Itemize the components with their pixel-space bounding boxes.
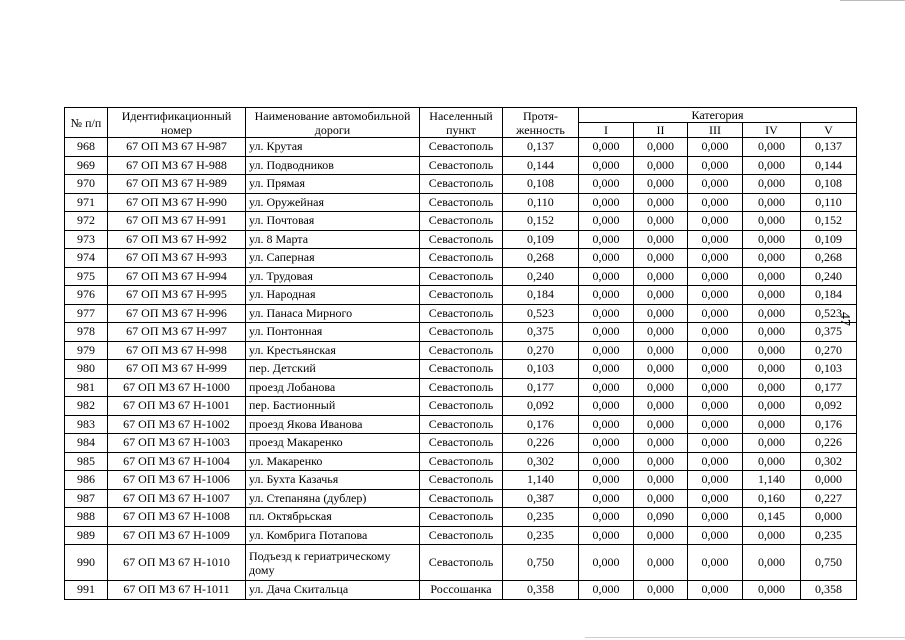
cell-length: 1,140 [503, 471, 579, 490]
cell-cat-4: 0,000 [743, 175, 801, 194]
cell-name: ул. Панаса Мирного [246, 304, 420, 323]
table-row [65, 545, 857, 581]
cell-place: Севастополь [420, 415, 503, 434]
cell-place: Севастополь [420, 286, 503, 305]
cell-cat-4: 0,000 [743, 452, 801, 471]
cell-id: 67 ОП МЗ 67 Н-1011 [108, 581, 246, 600]
cell-cat-2: 0,000 [634, 304, 688, 323]
cell-id: 67 ОП МЗ 67 Н-987 [108, 138, 246, 157]
top-edge-line [840, 0, 905, 1]
cell-num: 971 [65, 193, 108, 212]
cell-name: ул. Саперная [246, 249, 420, 268]
cell-name: ул. 8 Марта [246, 230, 420, 249]
cell-cat-3: 0,000 [688, 286, 743, 305]
cell-length: 0,184 [503, 286, 579, 305]
cell-length: 0,110 [503, 193, 579, 212]
cell-name: пер. Детский [246, 360, 420, 379]
cell-place: Севастополь [420, 304, 503, 323]
cell-length: 0,152 [503, 212, 579, 231]
header-category: Категория [579, 108, 857, 123]
cell-cat-1: 0,000 [579, 489, 634, 508]
cell-cat-4: 0,000 [743, 230, 801, 249]
cell-cat-3: 0,000 [688, 360, 743, 379]
cell-cat-5: 0,092 [801, 397, 857, 416]
cell-num: 969 [65, 156, 108, 175]
cell-cat-2: 0,000 [634, 378, 688, 397]
cell-length: 0,387 [503, 489, 579, 508]
cell-id: 67 ОП МЗ 67 Н-999 [108, 360, 246, 379]
cell-num: 989 [65, 526, 108, 545]
table-row [65, 304, 857, 323]
header-place: Населенный пункт [420, 108, 503, 138]
cell-cat-3: 0,000 [688, 249, 743, 268]
cell-place: Севастополь [420, 323, 503, 342]
cell-num: 976 [65, 286, 108, 305]
cell-cat-5: 0,177 [801, 378, 857, 397]
cell-cat-3: 0,000 [688, 267, 743, 286]
cell-cat-3: 0,000 [688, 156, 743, 175]
cell-cat-3: 0,000 [688, 471, 743, 490]
cell-cat-1: 0,000 [579, 286, 634, 305]
cell-id: 67 ОП МЗ 67 Н-989 [108, 175, 246, 194]
cell-cat-2: 0,000 [634, 156, 688, 175]
cell-id: 67 ОП МЗ 67 Н-1006 [108, 471, 246, 490]
cell-cat-4: 0,000 [743, 138, 801, 157]
cell-length: 0,302 [503, 452, 579, 471]
cell-num: 977 [65, 304, 108, 323]
cell-cat-5: 0,000 [801, 508, 857, 527]
cell-cat-5: 0,302 [801, 452, 857, 471]
cell-cat-2: 0,000 [634, 581, 688, 600]
cell-id: 67 ОП МЗ 67 Н-1009 [108, 526, 246, 545]
cell-cat-5: 0,270 [801, 341, 857, 360]
cell-cat-5: 0,110 [801, 193, 857, 212]
cell-cat-5: 0,109 [801, 230, 857, 249]
cell-length: 0,108 [503, 175, 579, 194]
cell-name: ул. Почтовая [246, 212, 420, 231]
table-row [65, 397, 857, 416]
cell-cat-2: 0,000 [634, 545, 688, 581]
cell-cat-5: 0,235 [801, 526, 857, 545]
cell-num: 978 [65, 323, 108, 342]
cell-name: ул. Крестьянская [246, 341, 420, 360]
cell-num: 974 [65, 249, 108, 268]
cell-cat-4: 0,000 [743, 434, 801, 453]
cell-id: 67 ОП МЗ 67 Н-1004 [108, 452, 246, 471]
cell-cat-3: 0,000 [688, 415, 743, 434]
cell-name: ул. Прямая [246, 175, 420, 194]
table-row [65, 138, 857, 157]
cell-num: 988 [65, 508, 108, 527]
cell-cat-3: 0,000 [688, 434, 743, 453]
cell-num: 990 [65, 545, 108, 581]
table-row [65, 156, 857, 175]
cell-cat-1: 0,000 [579, 508, 634, 527]
cell-cat-2: 0,000 [634, 138, 688, 157]
table-row [65, 249, 857, 268]
cell-cat-3: 0,000 [688, 508, 743, 527]
cell-cat-4: 0,000 [743, 397, 801, 416]
cell-cat-1: 0,000 [579, 397, 634, 416]
cell-cat-1: 0,000 [579, 230, 634, 249]
cell-cat-4: 0,000 [743, 415, 801, 434]
cell-cat-1: 0,000 [579, 267, 634, 286]
cell-cat-2: 0,000 [634, 286, 688, 305]
cell-id: 67 ОП МЗ 67 Н-1000 [108, 378, 246, 397]
cell-name: ул. Оружейная [246, 193, 420, 212]
cell-place: Севастополь [420, 508, 503, 527]
cell-name: пл. Октябрьская [246, 508, 420, 527]
cell-cat-4: 0,000 [743, 323, 801, 342]
cell-length: 0,270 [503, 341, 579, 360]
cell-id: 67 ОП МЗ 67 Н-998 [108, 341, 246, 360]
cell-cat-2: 0,000 [634, 323, 688, 342]
cell-place: Севастополь [420, 230, 503, 249]
cell-num: 982 [65, 397, 108, 416]
cell-num: 972 [65, 212, 108, 231]
cell-cat-5: 0,240 [801, 267, 857, 286]
cell-cat-3: 0,000 [688, 138, 743, 157]
cell-name: проезд Якова Иванова [246, 415, 420, 434]
cell-cat-4: 0,000 [743, 267, 801, 286]
cell-cat-3: 0,000 [688, 212, 743, 231]
cell-name: ул. Понтонная [246, 323, 420, 342]
cell-cat-2: 0,000 [634, 489, 688, 508]
cell-cat-5: 0,176 [801, 415, 857, 434]
cell-place: Севастополь [420, 378, 503, 397]
cell-num: 975 [65, 267, 108, 286]
cell-num: 991 [65, 581, 108, 600]
cell-length: 0,750 [503, 545, 579, 581]
cell-cat-3: 0,000 [688, 397, 743, 416]
table-body [65, 138, 857, 600]
cell-place: Севастополь [420, 452, 503, 471]
cell-cat-2: 0,000 [634, 360, 688, 379]
table-row [65, 378, 857, 397]
table-row [65, 581, 857, 600]
cell-cat-1: 0,000 [579, 360, 634, 379]
cell-id: 67 ОП МЗ 67 Н-997 [108, 323, 246, 342]
cell-cat-5: 0,268 [801, 249, 857, 268]
header-cat-3: III [688, 123, 743, 138]
cell-length: 0,375 [503, 323, 579, 342]
cell-cat-5: 0,103 [801, 360, 857, 379]
cell-length: 0,144 [503, 156, 579, 175]
page-number: 47 [837, 312, 852, 326]
cell-place: Севастополь [420, 434, 503, 453]
cell-cat-3: 0,000 [688, 230, 743, 249]
cell-num: 968 [65, 138, 108, 157]
header-cat-4: IV [743, 123, 801, 138]
table-row [65, 489, 857, 508]
cell-cat-2: 0,000 [634, 526, 688, 545]
cell-id: 67 ОП МЗ 67 Н-993 [108, 249, 246, 268]
cell-place: Севастополь [420, 212, 503, 231]
cell-place: Севастополь [420, 138, 503, 157]
cell-num: 983 [65, 415, 108, 434]
cell-cat-5: 0,144 [801, 156, 857, 175]
cell-cat-1: 0,000 [579, 304, 634, 323]
cell-length: 0,177 [503, 378, 579, 397]
cell-cat-2: 0,000 [634, 341, 688, 360]
cell-id: 67 ОП МЗ 67 Н-1010 [108, 545, 246, 581]
table-row [65, 526, 857, 545]
cell-cat-1: 0,000 [579, 156, 634, 175]
cell-id: 67 ОП МЗ 67 Н-1008 [108, 508, 246, 527]
cell-cat-1: 0,000 [579, 138, 634, 157]
cell-cat-5: 0,152 [801, 212, 857, 231]
table-row [65, 508, 857, 527]
cell-cat-5: 0,750 [801, 545, 857, 581]
cell-name: Подъезд к гериатрическому дому [246, 545, 420, 581]
cell-name: пер. Бастионный [246, 397, 420, 416]
cell-cat-3: 0,000 [688, 526, 743, 545]
table-header [65, 108, 857, 138]
cell-place: Севастополь [420, 526, 503, 545]
cell-cat-5: 0,184 [801, 286, 857, 305]
cell-cat-5: 0,000 [801, 471, 857, 490]
cell-length: 0,103 [503, 360, 579, 379]
cell-cat-5: 0,523 [801, 304, 857, 323]
cell-length: 0,092 [503, 397, 579, 416]
cell-place: Севастополь [420, 175, 503, 194]
cell-cat-4: 0,000 [743, 249, 801, 268]
cell-name: проезд Лобанова [246, 378, 420, 397]
cell-id: 67 ОП МЗ 67 Н-1007 [108, 489, 246, 508]
cell-cat-1: 0,000 [579, 545, 634, 581]
cell-cat-2: 0,000 [634, 249, 688, 268]
cell-place: Севастополь [420, 545, 503, 581]
cell-cat-2: 0,000 [634, 415, 688, 434]
bottom-edge-line [585, 637, 905, 638]
cell-cat-3: 0,000 [688, 581, 743, 600]
cell-cat-1: 0,000 [579, 378, 634, 397]
table-row [65, 286, 857, 305]
cell-cat-1: 0,000 [579, 434, 634, 453]
cell-cat-3: 0,000 [688, 323, 743, 342]
cell-length: 0,240 [503, 267, 579, 286]
cell-cat-4: 0,000 [743, 581, 801, 600]
header-name: Наименование автомобильной дороги [246, 108, 420, 138]
cell-id: 67 ОП МЗ 67 Н-988 [108, 156, 246, 175]
table-row [65, 212, 857, 231]
table-row [65, 434, 857, 453]
cell-cat-2: 0,000 [634, 230, 688, 249]
cell-cat-3: 0,000 [688, 489, 743, 508]
table-row [65, 175, 857, 194]
cell-length: 0,226 [503, 434, 579, 453]
cell-place: Севастополь [420, 360, 503, 379]
cell-cat-2: 0,000 [634, 397, 688, 416]
cell-name: ул. Трудовая [246, 267, 420, 286]
cell-name: ул. Дача Скитальца [246, 581, 420, 600]
header-num: № п/п [65, 108, 108, 138]
header-cat-2: II [634, 123, 688, 138]
cell-length: 0,523 [503, 304, 579, 323]
cell-length: 0,137 [503, 138, 579, 157]
cell-cat-3: 0,000 [688, 452, 743, 471]
cell-id: 67 ОП МЗ 67 Н-990 [108, 193, 246, 212]
cell-cat-5: 0,137 [801, 138, 857, 157]
cell-cat-4: 0,000 [743, 193, 801, 212]
cell-cat-1: 0,000 [579, 415, 634, 434]
cell-cat-3: 0,000 [688, 545, 743, 581]
header-cat-5: V [801, 123, 857, 138]
table-row [65, 360, 857, 379]
cell-cat-4: 0,000 [743, 526, 801, 545]
cell-id: 67 ОП МЗ 67 Н-992 [108, 230, 246, 249]
cell-cat-3: 0,000 [688, 193, 743, 212]
header-id: Идентификационный номер [108, 108, 246, 138]
cell-num: 980 [65, 360, 108, 379]
cell-cat-3: 0,000 [688, 175, 743, 194]
cell-cat-1: 0,000 [579, 581, 634, 600]
cell-id: 67 ОП МЗ 67 Н-1001 [108, 397, 246, 416]
cell-length: 0,176 [503, 415, 579, 434]
cell-cat-1: 0,000 [579, 452, 634, 471]
header-cat-1: I [579, 123, 634, 138]
cell-num: 987 [65, 489, 108, 508]
cell-cat-4: 1,140 [743, 471, 801, 490]
cell-cat-1: 0,000 [579, 471, 634, 490]
cell-cat-5: 0,375 [801, 323, 857, 342]
cell-name: ул. Подводников [246, 156, 420, 175]
cell-cat-1: 0,000 [579, 175, 634, 194]
cell-cat-2: 0,000 [634, 175, 688, 194]
cell-cat-1: 0,000 [579, 249, 634, 268]
cell-cat-1: 0,000 [579, 193, 634, 212]
table-row [65, 193, 857, 212]
cell-cat-2: 0,000 [634, 193, 688, 212]
roads-table [64, 107, 857, 600]
cell-place: Россошанка [420, 581, 503, 600]
table-row [65, 415, 857, 434]
cell-cat-1: 0,000 [579, 526, 634, 545]
cell-cat-5: 0,358 [801, 581, 857, 600]
cell-num: 973 [65, 230, 108, 249]
cell-cat-4: 0,000 [743, 212, 801, 231]
cell-num: 984 [65, 434, 108, 453]
cell-place: Севастополь [420, 341, 503, 360]
cell-length: 0,358 [503, 581, 579, 600]
cell-cat-2: 0,000 [634, 212, 688, 231]
cell-place: Севастополь [420, 156, 503, 175]
cell-id: 67 ОП МЗ 67 Н-991 [108, 212, 246, 231]
cell-place: Севастополь [420, 397, 503, 416]
cell-place: Севастополь [420, 249, 503, 268]
table-row [65, 452, 857, 471]
table-row [65, 341, 857, 360]
cell-cat-3: 0,000 [688, 378, 743, 397]
cell-length: 0,235 [503, 508, 579, 527]
cell-num: 985 [65, 452, 108, 471]
cell-cat-4: 0,000 [743, 156, 801, 175]
cell-cat-1: 0,000 [579, 212, 634, 231]
header-length: Протя- женность [503, 108, 579, 138]
cell-name: ул. Народная [246, 286, 420, 305]
cell-num: 981 [65, 378, 108, 397]
cell-cat-4: 0,000 [743, 360, 801, 379]
cell-cat-4: 0,000 [743, 341, 801, 360]
cell-num: 986 [65, 471, 108, 490]
table-row [65, 471, 857, 490]
cell-place: Севастополь [420, 471, 503, 490]
cell-name: ул. Макаренко [246, 452, 420, 471]
cell-place: Севастополь [420, 193, 503, 212]
cell-num: 979 [65, 341, 108, 360]
cell-name: ул. Комбрига Потапова [246, 526, 420, 545]
cell-cat-3: 0,000 [688, 304, 743, 323]
table-row [65, 267, 857, 286]
cell-name: ул. Бухта Казачья [246, 471, 420, 490]
cell-cat-2: 0,000 [634, 471, 688, 490]
cell-id: 67 ОП МЗ 67 Н-994 [108, 267, 246, 286]
cell-length: 0,235 [503, 526, 579, 545]
cell-cat-1: 0,000 [579, 341, 634, 360]
table-row [65, 323, 857, 342]
cell-length: 0,109 [503, 230, 579, 249]
cell-cat-5: 0,108 [801, 175, 857, 194]
cell-cat-5: 0,227 [801, 489, 857, 508]
cell-name: ул. Степаняна (дублер) [246, 489, 420, 508]
cell-cat-2: 0,090 [634, 508, 688, 527]
cell-cat-2: 0,000 [634, 452, 688, 471]
cell-cat-2: 0,000 [634, 434, 688, 453]
cell-cat-4: 0,145 [743, 508, 801, 527]
cell-cat-3: 0,000 [688, 341, 743, 360]
cell-id: 67 ОП МЗ 67 Н-1002 [108, 415, 246, 434]
cell-cat-4: 0,160 [743, 489, 801, 508]
cell-cat-4: 0,000 [743, 378, 801, 397]
cell-place: Севастополь [420, 267, 503, 286]
cell-cat-4: 0,000 [743, 545, 801, 581]
cell-num: 970 [65, 175, 108, 194]
table-row [65, 230, 857, 249]
cell-name: ул. Крутая [246, 138, 420, 157]
cell-length: 0,268 [503, 249, 579, 268]
cell-cat-2: 0,000 [634, 267, 688, 286]
cell-id: 67 ОП МЗ 67 Н-996 [108, 304, 246, 323]
cell-cat-4: 0,000 [743, 304, 801, 323]
cell-cat-5: 0,226 [801, 434, 857, 453]
cell-id: 67 ОП МЗ 67 Н-1003 [108, 434, 246, 453]
cell-name: проезд Макаренко [246, 434, 420, 453]
cell-cat-1: 0,000 [579, 323, 634, 342]
cell-place: Севастополь [420, 489, 503, 508]
cell-id: 67 ОП МЗ 67 Н-995 [108, 286, 246, 305]
cell-cat-4: 0,000 [743, 286, 801, 305]
